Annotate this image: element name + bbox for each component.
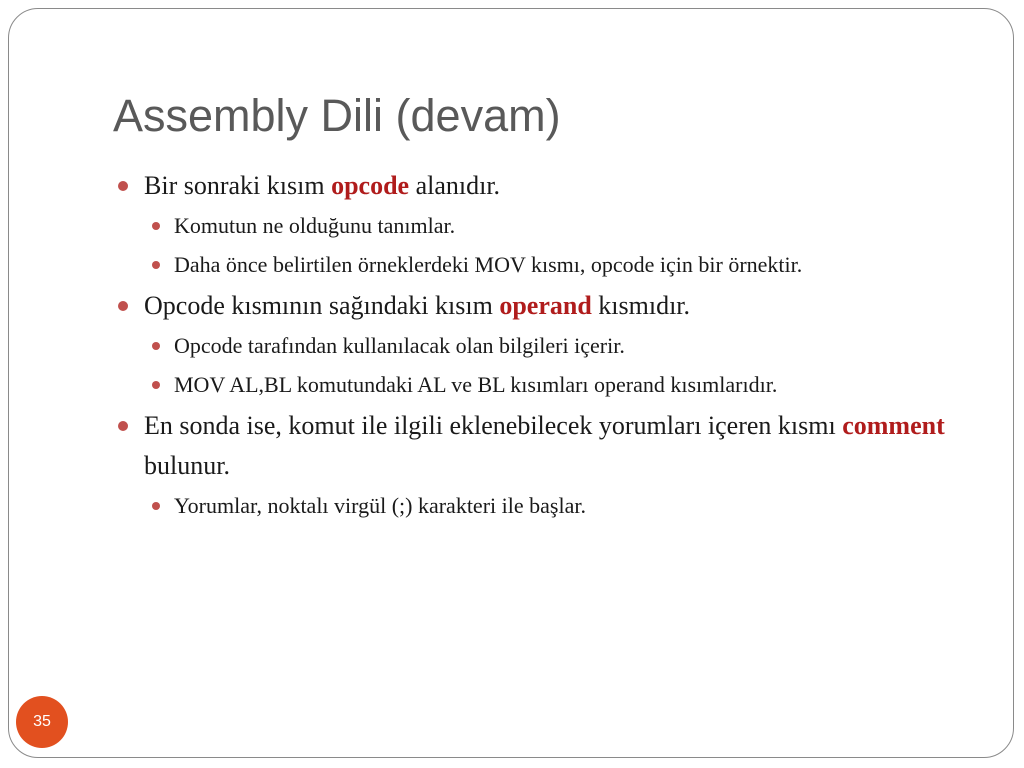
- slide-title: Assembly Dili (devam): [113, 90, 561, 141]
- sub-bullet-item: [148, 365, 948, 404]
- bullet-list: [118, 166, 948, 525]
- bullet-text: En sonda ise, komut ile ilgili eklenebilecek yorumları içeren kısmı: [144, 411, 843, 440]
- sub-bullet-text: Daha önce belirtilen örneklerdeki MOV kısmı, opcode için bir örnektir.: [174, 252, 803, 277]
- bullet-icon: [118, 421, 128, 431]
- sub-bullet-item: [148, 486, 948, 525]
- keyword-comment: comment: [842, 411, 945, 440]
- bullet-item-comment: [118, 406, 948, 486]
- sub-bullet-item: [148, 245, 948, 284]
- slide-number-badge: 35: [16, 696, 68, 748]
- bullet-text: Opcode kısmının sağındaki kısım: [144, 291, 500, 320]
- bullet-icon: [118, 181, 128, 191]
- bullet-text: kısmıdır.: [591, 291, 691, 320]
- bullet-item-operand: [118, 286, 948, 326]
- bullet-icon: [118, 301, 128, 311]
- keyword-opcode: opcode: [331, 171, 410, 200]
- sub-bullet-text: Opcode tarafından kullanılacak olan bilgileri içerir.: [174, 333, 625, 358]
- sub-bullet-text: MOV AL,BL komutundaki AL ve BL kısımları operand kısımlarıdır.: [174, 372, 778, 397]
- sub-bullet-icon: [152, 222, 160, 230]
- sub-bullet-text: Yorumlar, noktalı virgül (;) karakteri ile başlar.: [174, 493, 586, 518]
- sub-bullet-icon: [152, 261, 160, 269]
- bullet-text: bulunur.: [144, 451, 230, 480]
- keyword-operand: operand: [499, 291, 592, 320]
- sub-bullet-item: [148, 326, 948, 365]
- sub-bullet-icon: [152, 381, 160, 389]
- bullet-text: alanıdır.: [409, 171, 501, 200]
- bullet-item-opcode: [118, 166, 948, 206]
- sub-bullet-icon: [152, 502, 160, 510]
- sub-bullet-item: [148, 206, 948, 245]
- bullet-text: Bir sonraki kısım: [144, 171, 332, 200]
- sub-bullet-icon: [152, 342, 160, 350]
- sub-bullet-text: Komutun ne olduğunu tanımlar.: [174, 213, 456, 238]
